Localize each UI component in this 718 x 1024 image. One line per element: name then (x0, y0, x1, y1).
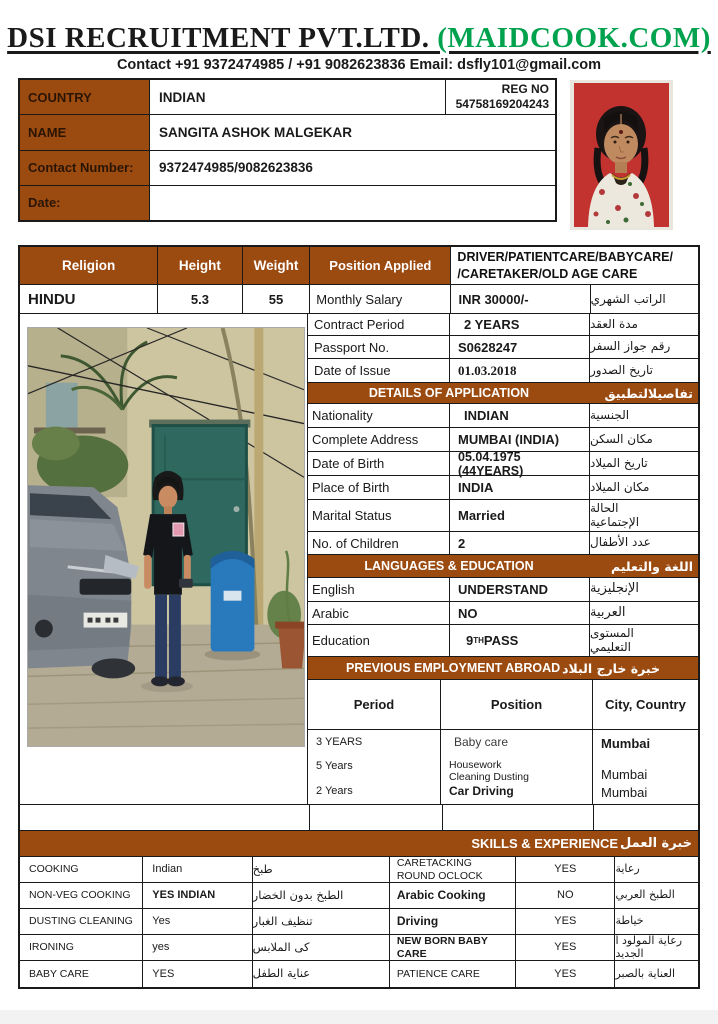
row-value: 2 (450, 532, 590, 554)
row-arabic: مكان الميلاد (590, 479, 650, 494)
height-value: 5.3 (158, 285, 242, 313)
arabic-row (308, 602, 698, 625)
table-row (20, 115, 555, 150)
row-value: S0628247 (450, 336, 590, 358)
row-label: Arabic (308, 602, 450, 624)
country-value: INDIAN REG NO 54758169204243 (150, 80, 555, 114)
employment-section-header: PREVIOUS EMPLOYMENT ABROAD خبرة خارج البلاد (308, 657, 698, 680)
row-value: 01.03.2018 (450, 359, 590, 382)
skill-label: DUSTING CLEANING (20, 909, 143, 934)
religion-value: HINDU (20, 285, 158, 313)
row-arabic: عدد الأطفال (590, 535, 651, 550)
reg-no-box (445, 80, 555, 114)
contract-period-row (308, 314, 698, 336)
reg-no-label: REG NO (501, 82, 549, 97)
position-applied-header: Position Applied (310, 247, 451, 284)
table-row (20, 186, 555, 220)
contact-number-label: Contact Number: (20, 151, 150, 185)
date-of-issue-row (308, 359, 698, 383)
table-row (20, 151, 555, 186)
name-label: NAME (20, 115, 150, 149)
skill2-arabic: العناية بالصبر (615, 966, 676, 980)
row-label: Contract Period (308, 314, 450, 335)
page-bottom-strip (0, 1010, 718, 1024)
applicant-portrait-image (570, 80, 673, 230)
skill2-arabic: خياطة (615, 914, 644, 928)
skill2-value: YES (516, 935, 615, 960)
name-value: SANGITA ASHOK MALGEKAR (159, 124, 352, 140)
website-link[interactable]: (MAIDCOOK.COM) (429, 22, 711, 54)
religion-header: Religion (20, 247, 158, 284)
empty-row (20, 804, 698, 830)
skill-label: IRONING (20, 935, 143, 960)
skill2-label: Arabic Cooking (390, 883, 516, 908)
nationality-row (308, 404, 698, 428)
skill-arabic: الطبخ بدون الخضار (253, 883, 390, 908)
skill2-label: Driving (390, 909, 516, 934)
row-value: NO (450, 602, 590, 624)
date-of-birth-row (308, 449, 698, 478)
row-label: Place of Birth (308, 476, 450, 499)
details-section-header: DETAILS OF APPLICATION تفاصيلالتطبيق (308, 383, 698, 404)
passport-photo (570, 80, 673, 230)
date-label: Date: (20, 186, 150, 220)
period-column-header: Period (308, 680, 441, 729)
application-details-table (18, 245, 700, 989)
row-label: Date of Issue (308, 359, 450, 382)
skill-row-cooking (20, 857, 698, 883)
skill-arabic: طبخ (253, 857, 390, 882)
skill2-value: NO (516, 883, 615, 908)
monthly-salary-arabic: الراتب الشهري (590, 292, 666, 306)
row-value: 2 YEARS (450, 314, 590, 335)
skill2-label: CARETACKING ROUND OCLOCK (390, 857, 516, 882)
row-label: Complete Address (308, 428, 450, 451)
row-value: 9 TH PASS (450, 625, 590, 656)
skill-label: BABY CARE (20, 961, 143, 987)
row-arabic: تاريخ الميلاد (590, 455, 648, 470)
row-arabic: رقم جواز السفر (590, 339, 671, 354)
passport-no-row (308, 336, 698, 359)
skill-arabic: كى الملابس (253, 935, 390, 960)
reg-no-value: 54758169204243 (455, 97, 549, 112)
row-arabic: الإنجليزية (590, 581, 640, 597)
row-label: Marital Status (308, 500, 450, 531)
row-arabic: العربية (590, 604, 626, 620)
skill-label: COOKING (20, 857, 143, 882)
monthly-salary-value: INR 30000/- (451, 285, 590, 313)
contact-number-value: 9372474985/9082623836 (159, 160, 313, 176)
languages-section-header: LANGUAGES & EDUCATION اللغة والتعليم (308, 555, 698, 578)
row-value: MUMBAI (INDIA) (450, 428, 590, 451)
outdoor-photo-cell (20, 314, 308, 804)
skill-row-babycare (20, 961, 698, 987)
employment-columns-row (308, 680, 698, 730)
position-column-header: Position (441, 680, 593, 729)
country-label: COUNTRY (20, 80, 150, 114)
education-row (308, 625, 698, 657)
row-value: INDIAN (450, 404, 590, 427)
address-row (308, 428, 698, 452)
row-label: Education (308, 625, 450, 656)
skill2-arabic: رعاية المولود ا الجديد (615, 934, 683, 960)
skill-row-nonveg (20, 883, 698, 909)
position-applied-value: DRIVER/PATIENTCARE/BABYCARE/ /CARETAKER/OLD AGE CARE (451, 247, 698, 284)
marital-status-row (308, 500, 698, 532)
row-value: 05.04.1975 (44YEARS) (450, 452, 590, 475)
row-label: Date of Birth (308, 452, 450, 475)
place-of-birth-row (308, 476, 698, 500)
skill2-value: YES (516, 857, 615, 882)
date-value (150, 186, 555, 220)
row-label: No. of Children (308, 532, 450, 554)
company-name: DSI RECRUITMENT PVT.LTD. (7, 22, 430, 54)
skills-section-header: SKILLS & EXPERIENCE خبرة العمل (20, 830, 698, 857)
row-arabic: المستوى التعليمي (590, 625, 634, 654)
children-row (308, 532, 698, 555)
detail-rows (308, 314, 698, 804)
page-title (0, 22, 718, 55)
monthly-salary-label: Monthly Salary (310, 285, 451, 313)
skill-value: Indian (143, 857, 252, 882)
skill-row-dusting (20, 909, 698, 935)
position-cell: Baby care Housework Cleaning Dusting Car Driving (441, 730, 593, 804)
skill-label: NON-VEG COOKING (20, 883, 143, 908)
row-value: INDIA (450, 476, 590, 499)
city-cell: Mumbai Mumbai Mumbai (601, 736, 651, 800)
profile-header-row (20, 247, 698, 285)
registration-table (18, 78, 557, 222)
english-row (308, 578, 698, 602)
skill2-label: PATIENCE CARE (390, 961, 516, 987)
skill2-arabic: الطبخ العربي (615, 888, 675, 902)
row-label: Passport No. (308, 336, 450, 358)
skill-value: YES (143, 961, 252, 987)
row-arabic: مكان السكن (590, 431, 653, 446)
employment-content-row (308, 730, 698, 804)
skill-value: Yes (143, 909, 252, 934)
skill2-label: NEW BORN BABY CARE (390, 935, 516, 960)
height-header: Height (158, 247, 243, 284)
applicant-outdoor-photo (27, 327, 305, 747)
row-arabic: مدة العقد (590, 316, 638, 331)
religion-salary-row (20, 285, 698, 314)
skill-arabic: عناية الطفل (253, 961, 390, 987)
row-label: Nationality (308, 404, 450, 427)
row-value: UNDERSTAND (450, 578, 590, 601)
skill-row-ironing (20, 935, 698, 961)
table-body (20, 314, 698, 804)
row-value: Married (450, 500, 590, 531)
city-column-header: City, Country (605, 697, 686, 712)
skill-value: YES INDIAN (143, 883, 252, 908)
row-arabic: الحالة الإجتماعية (590, 500, 640, 529)
row-label: English (308, 578, 450, 601)
row-arabic: تاريخ الصدور (590, 362, 653, 377)
weight-value: 55 (243, 285, 311, 313)
period-cell: 3 YEARS 5 Years 2 Years (308, 730, 441, 804)
skill2-value: YES (516, 909, 615, 934)
skill2-value: YES (516, 961, 615, 987)
skill2-arabic: رعاية (615, 862, 640, 876)
table-row (20, 80, 555, 115)
contact-line: Contact +91 9372474985 / +91 9082623836 Email: dsfly101@gmail.com (116, 57, 602, 73)
row-arabic: الجنسية (590, 407, 630, 422)
skill-value: yes (143, 935, 252, 960)
weight-header: Weight (243, 247, 311, 284)
skill-arabic: تنظيف الغبار (253, 909, 390, 934)
